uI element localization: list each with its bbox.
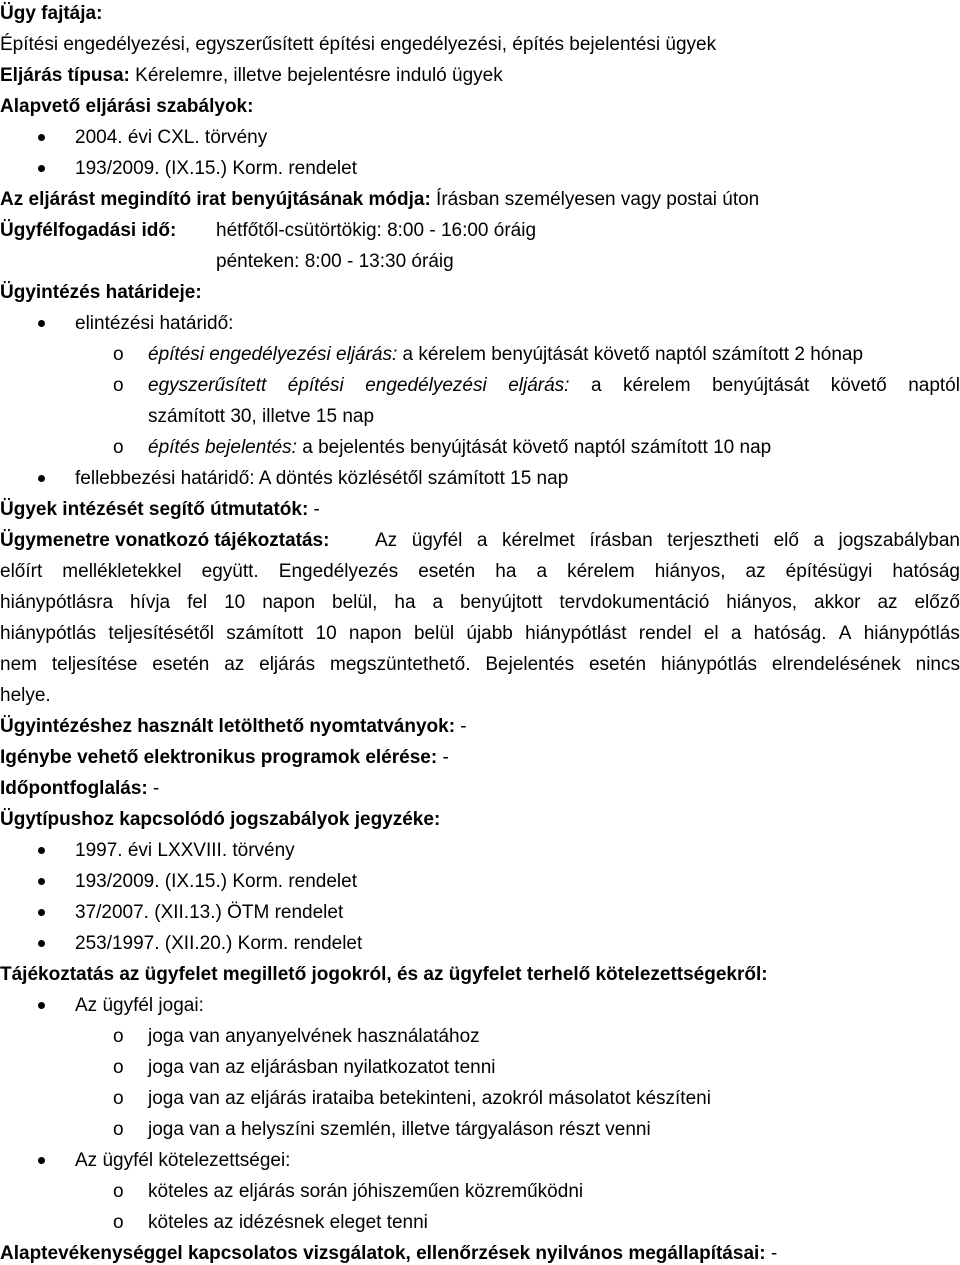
word: benyújtott: [460, 592, 543, 613]
word: teljesítésétől: [108, 623, 214, 644]
word: naptól: [908, 375, 960, 396]
word: napon: [348, 623, 402, 644]
kotelezettsegei-label: Az ügyfél kötelezettségei:: [75, 1150, 291, 1171]
word: a: [536, 561, 548, 582]
elektronikus-row: [0, 747, 449, 769]
word: hatóság.: [753, 623, 827, 644]
word: elrendelésének: [771, 654, 901, 675]
word: számított: [226, 623, 304, 644]
word: a: [590, 375, 602, 396]
word: ügyfél: [411, 530, 463, 551]
bullet-icon: [38, 878, 45, 885]
bullet-icon: [38, 940, 45, 947]
elintezesi-label: elintézési határidő:: [75, 313, 234, 334]
word: benyújtását: [712, 375, 810, 396]
elektronikus-value: -: [437, 747, 449, 768]
utmutatok-label: Ügyek intézését segítő útmutatók:: [0, 499, 309, 520]
sub-bullet-icon: o: [113, 437, 124, 458]
fellebbezesi: fellebbezési határidő: A döntés közlésétől számított 15 nap: [75, 468, 569, 489]
ugymenet-line2: [0, 561, 960, 583]
alaptevekenyseg-label: Alaptevékenységgel kapcsolatos vizsgálatok, ellenőrzések nyilvános megállapításai:: [0, 1243, 766, 1264]
eljaras-tipusa-value: Kérelemre, illetve bejelentésre induló ügyek: [129, 65, 503, 86]
word: ha: [394, 592, 416, 613]
word: a: [432, 592, 444, 613]
idopont-row: [0, 778, 159, 800]
bullet-icon: [38, 475, 45, 482]
word: kérelem: [623, 375, 691, 396]
jogai-label: Az ügyfél jogai:: [75, 995, 204, 1016]
hatarido-sub3-text: a bejelentés benyújtását követő naptól számított 10 nap: [296, 437, 772, 458]
word: a: [730, 623, 742, 644]
sub-bullet-icon: o: [113, 1026, 124, 1047]
word: jogszabályban: [838, 530, 960, 551]
bullet-icon: [38, 1002, 45, 1009]
nyomtatvanyok-label: Ügyintézéshez használt letölthető nyomtatványok:: [0, 716, 456, 737]
word: napon: [262, 592, 316, 613]
bullet-icon: [38, 165, 45, 172]
word: Bejelentés: [485, 654, 575, 675]
word: Engedélyezés: [278, 561, 399, 582]
bullet-icon: [38, 134, 45, 141]
elektronikus-label: Igénybe vehető elektronikus programok elérése:: [0, 747, 438, 768]
word: megszüntethető.: [330, 654, 471, 675]
word: hiánypótlásra: [0, 592, 114, 613]
word: egyszerűsített: [148, 375, 267, 396]
ugymenet-label: Ügymenetre vonatkozó tájékoztatás:: [0, 530, 330, 551]
word: építésügyi: [785, 561, 873, 582]
word: mellékletekkel: [62, 561, 182, 582]
word: esetén: [418, 561, 476, 582]
benyujtas-row: [0, 189, 759, 211]
sub-bullet-icon: o: [113, 1088, 124, 1109]
eljaras-tipusa-row: [0, 65, 503, 87]
word: az: [877, 592, 898, 613]
word: írásban: [589, 530, 653, 551]
word: előző: [914, 592, 960, 613]
jogszabalyok-label: Ügytípushoz kapcsolódó jogszabályok jegyzéke:: [0, 809, 441, 830]
word: ha: [495, 561, 517, 582]
ugyfelfogadas-label: Ügyfélfogadási idő:: [0, 220, 177, 241]
word: fel: [187, 592, 208, 613]
word: tervdokumentáció: [559, 592, 710, 613]
sub-bullet-icon: o: [113, 1057, 124, 1078]
word: el: [703, 623, 719, 644]
ugyfelfogadas-line2: pénteken: 8:00 - 13:30 óráig: [216, 251, 454, 272]
ugyfelfogadas-line1: hétfőtől-csütörtökig: 8:00 - 16:00 óráig: [216, 220, 537, 241]
bullet-icon: [38, 847, 45, 854]
word: újabb: [466, 623, 513, 644]
word: esetén: [152, 654, 210, 675]
ugy-fajtaja-value: Építési engedélyezési, egyszerűsített építési engedélyezési, építés bejelentési ügyek: [0, 34, 717, 55]
ugymenet-line1: [375, 530, 960, 552]
word: hiánypótlás: [660, 654, 758, 675]
word: hatóság: [892, 561, 960, 582]
hatarido-sub2-cont: számított 30, illetve 15 nap: [148, 406, 375, 427]
word: terjesztheti: [667, 530, 760, 551]
idopont-value: -: [147, 778, 160, 799]
ugymenet-line3: [0, 592, 960, 614]
word: rendel: [638, 623, 692, 644]
alapveto-label: Alapvető eljárási szabályok:: [0, 96, 254, 117]
sub-bullet-icon: o: [113, 1119, 124, 1140]
word: teljesítése: [51, 654, 138, 675]
word: kérelem: [567, 561, 635, 582]
alapveto-item: 193/2009. (IX.15.) Korm. rendelet: [75, 158, 357, 179]
alaptevekenyseg-row: [0, 1243, 777, 1265]
word: építési: [287, 375, 344, 396]
hatarido-sub3: [148, 437, 771, 459]
word: nem: [0, 654, 37, 675]
sub-bullet-icon: o: [113, 344, 124, 365]
word: hiánypótlás: [863, 623, 960, 644]
word: hiányos,: [654, 561, 726, 582]
utmutatok-value: -: [308, 499, 320, 520]
word: hiánypótlás: [0, 623, 97, 644]
kotelezettseg-item: köteles az idézésnek eleget tenni: [148, 1212, 428, 1233]
alapveto-item: 2004. évi CXL. törvény: [75, 127, 268, 148]
word: elő: [773, 530, 799, 551]
word: hívja: [129, 592, 171, 613]
sub-bullet-icon: o: [113, 375, 124, 396]
hatarido-sub1-italic: építési engedélyezési eljárás:: [148, 344, 398, 365]
bullet-icon: [38, 909, 45, 916]
kotelezettseg-item: köteles az eljárás során jóhiszeműen közreműködni: [148, 1181, 584, 1202]
utmutatok-row: [0, 499, 320, 521]
word: nincs: [915, 654, 960, 675]
alaptevekenyseg-value: -: [765, 1243, 778, 1264]
word: belül,: [332, 592, 378, 613]
word: előírt: [0, 561, 43, 582]
word: hiánypótlást: [525, 623, 627, 644]
sub-bullet-icon: o: [113, 1212, 124, 1233]
jogai-item: joga van a helyszíni szemlén, illetve tárgyaláson részt venni: [148, 1119, 651, 1140]
hatarido-sub2: [148, 375, 960, 397]
sub-bullet-icon: o: [113, 1181, 124, 1202]
word: belül: [413, 623, 455, 644]
jogok-label: Tájékoztatás az ügyfelet megillető jogokról, és az ügyfelet terhelő kötelezettségekről:: [0, 964, 768, 985]
word: A: [838, 623, 852, 644]
word: 10: [315, 623, 337, 644]
word: akkor: [814, 592, 861, 613]
jogszabaly-item: 37/2007. (XII.13.) ÖTM rendelet: [75, 902, 344, 923]
word: eljárás:: [508, 375, 570, 396]
jogai-item: joga van az eljárás irataiba betekinteni, azokról másolatot készíteni: [148, 1088, 711, 1109]
word: engedélyezési: [365, 375, 487, 396]
idopont-label: Időpontfoglalás:: [0, 778, 148, 799]
hatarido-sub1-text: a kérelem benyújtását követő naptól számított 2 hónap: [397, 344, 864, 365]
word: eljárás: [259, 654, 316, 675]
word: együtt.: [201, 561, 259, 582]
jogai-item: joga van az eljárásban nyilatkozatot tenni: [148, 1057, 496, 1078]
word: az: [224, 654, 245, 675]
word: Az: [375, 530, 398, 551]
benyujtas-value: Írásban személyesen vagy postai úton: [430, 189, 760, 210]
ugy-fajtaja-label: Ügy fajtája:: [0, 3, 103, 24]
word: követő: [830, 375, 887, 396]
jogai-item: joga van anyanyelvének használatához: [148, 1026, 480, 1047]
word: hiányos,: [726, 592, 798, 613]
nyomtatvanyok-row: [0, 716, 467, 738]
jogszabaly-item: 193/2009. (IX.15.) Korm. rendelet: [75, 871, 357, 892]
word: a: [476, 530, 488, 551]
benyujtas-label: Az eljárást megindító irat benyújtásának módja:: [0, 189, 431, 210]
word: 10: [224, 592, 246, 613]
jogszabaly-item: 1997. évi LXXVIII. törvény: [75, 840, 295, 861]
eljaras-tipusa-label: Eljárás típusa:: [0, 65, 130, 86]
word: az: [745, 561, 766, 582]
ugymenet-line5: [0, 654, 960, 676]
bullet-icon: [38, 320, 45, 327]
hatarido-sub1: [148, 344, 863, 366]
word: a: [813, 530, 825, 551]
ugymenet-line4: [0, 623, 960, 645]
hatarido-sub3-italic: építés bejelentés:: [148, 437, 297, 458]
ugymenet-line6: helye.: [0, 685, 51, 706]
word: esetén: [588, 654, 647, 675]
word: kérelmet: [501, 530, 575, 551]
nyomtatvanyok-value: -: [455, 716, 467, 737]
hatarido-label: Ügyintézés határideje:: [0, 282, 202, 303]
bullet-icon: [38, 1157, 45, 1164]
jogszabaly-item: 253/1997. (XII.20.) Korm. rendelet: [75, 933, 363, 954]
